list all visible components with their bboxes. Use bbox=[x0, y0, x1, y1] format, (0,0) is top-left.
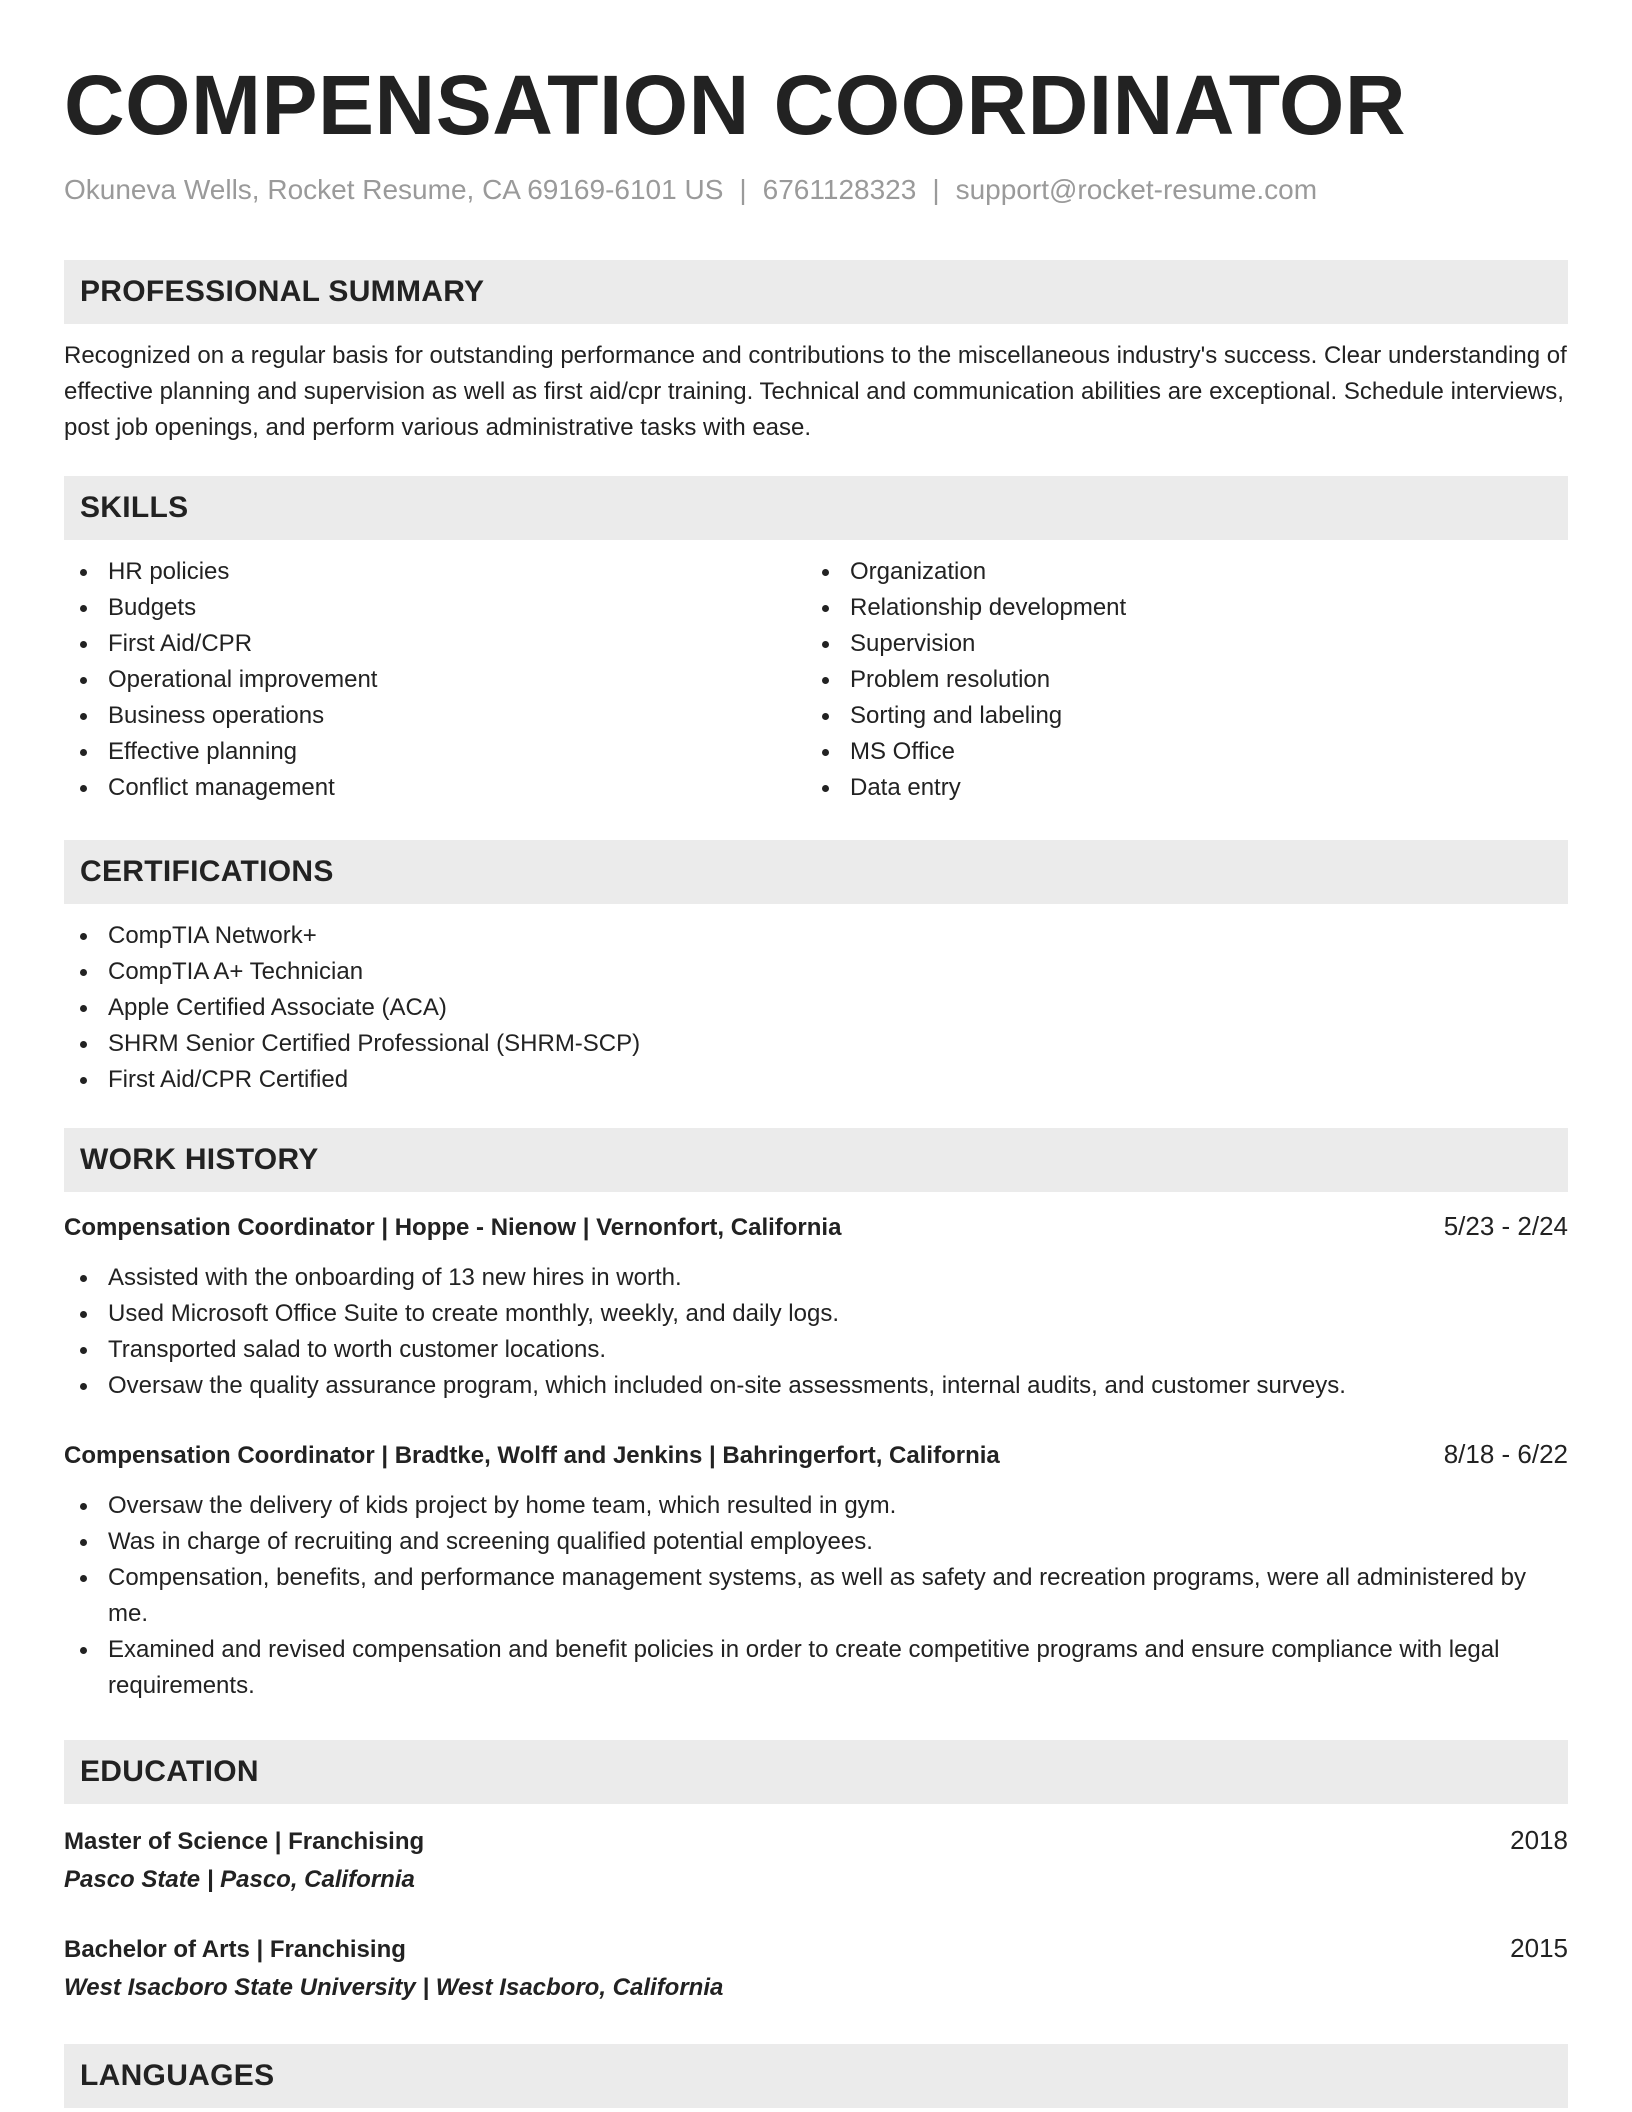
education-school: Pasco State | Pasco, California bbox=[64, 1866, 415, 1893]
summary-heading: PROFESSIONAL SUMMARY bbox=[64, 260, 1568, 324]
skill-item: Business operations bbox=[64, 698, 806, 734]
job-dates: 8/18 - 6/22 bbox=[1443, 1439, 1568, 1469]
job-header bbox=[64, 1436, 1568, 1474]
job-title: Compensation Coordinator | Bradtke, Wolff and Jenkins | Bahringerfort, California bbox=[64, 1442, 1000, 1469]
contact-email: support@rocket-resume.com bbox=[955, 174, 1318, 205]
skill-item: Supervision bbox=[806, 626, 1548, 662]
job-duties-list bbox=[64, 1488, 1568, 1704]
skill-item: First Aid/CPR bbox=[64, 626, 806, 662]
job-duty-item: Was in charge of recruiting and screening qualified potential employees. bbox=[64, 1524, 1568, 1560]
summary-text: Recognized on a regular basis for outstanding performance and contributions to the miscellaneous industry's success. Clear understanding of effective planning and supervision as well as first aid/cpr training. Technical and communication abilities are exceptional. Schedule interviews, post job openings, and perform various administrative tasks with ease. bbox=[64, 342, 1567, 441]
education-entry-header bbox=[64, 1822, 1568, 1860]
certification-item: SHRM Senior Certified Professional (SHRM-SCP) bbox=[64, 1026, 1568, 1062]
education-year: 2015 bbox=[1510, 1933, 1568, 1963]
job-duty-item: Transported salad to worth customer locations. bbox=[64, 1332, 1568, 1368]
job-duties-list bbox=[64, 1260, 1568, 1404]
job-dates: 5/23 - 2/24 bbox=[1443, 1211, 1568, 1241]
contact-phone: 6761128323 bbox=[762, 174, 917, 205]
job-duty-item: Used Microsoft Office Suite to create monthly, weekly, and daily logs. bbox=[64, 1296, 1568, 1332]
certification-item: Apple Certified Associate (ACA) bbox=[64, 990, 1568, 1026]
skill-item: HR policies bbox=[64, 554, 806, 590]
job-duty-item: Assisted with the onboarding of 13 new hires in worth. bbox=[64, 1260, 1568, 1296]
education-heading: EDUCATION bbox=[64, 1740, 1568, 1804]
skills-list-left bbox=[64, 554, 806, 806]
skill-item: Conflict management bbox=[64, 770, 806, 806]
work-history-heading: WORK HISTORY bbox=[64, 1128, 1568, 1192]
education-school: West Isacboro State University | West Isacboro, California bbox=[64, 1974, 724, 2001]
skill-item: Relationship development bbox=[806, 590, 1548, 626]
education-degree: Bachelor of Arts | Franchising bbox=[64, 1936, 406, 1963]
skill-item: Effective planning bbox=[64, 734, 806, 770]
certifications-heading: CERTIFICATIONS bbox=[64, 840, 1568, 904]
contact-separator: | bbox=[739, 174, 747, 205]
job-duty-item: Compensation, benefits, and performance management systems, as well as safety and recreation programs, were all administered by me. bbox=[64, 1560, 1568, 1632]
education-entry-header bbox=[64, 1930, 1568, 1968]
languages-heading: LANGUAGES bbox=[64, 2044, 1568, 2108]
resume-title: COMPENSATION COORDINATOR bbox=[64, 58, 1407, 152]
skills-grid bbox=[64, 554, 1568, 806]
certification-item: First Aid/CPR Certified bbox=[64, 1062, 1568, 1098]
skills-list-right bbox=[806, 554, 1548, 806]
certifications-list bbox=[64, 918, 1568, 1098]
skill-item: Operational improvement bbox=[64, 662, 806, 698]
job-title: Compensation Coordinator | Hoppe - Nienow | Vernonfort, California bbox=[64, 1214, 842, 1241]
skill-item: Organization bbox=[806, 554, 1548, 590]
contact-address: Okuneva Wells, Rocket Resume, CA 69169-6101 US bbox=[64, 174, 724, 205]
job-duty-item: Oversaw the quality assurance program, which included on-site assessments, internal audits, and customer surveys. bbox=[64, 1368, 1568, 1404]
skill-item: Problem resolution bbox=[806, 662, 1548, 698]
education-degree: Master of Science | Franchising bbox=[64, 1828, 425, 1855]
skill-item: MS Office bbox=[806, 734, 1548, 770]
skills-column-right bbox=[806, 554, 1548, 806]
skills-heading: SKILLS bbox=[64, 476, 1568, 540]
contact-line bbox=[64, 172, 1568, 208]
certification-item: CompTIA Network+ bbox=[64, 918, 1568, 954]
contact-separator: | bbox=[932, 174, 940, 205]
certification-item: CompTIA A+ Technician bbox=[64, 954, 1568, 990]
skill-item: Sorting and labeling bbox=[806, 698, 1548, 734]
job-duty-item: Examined and revised compensation and benefit policies in order to create competitive programs and ensure compliance with legal requirements. bbox=[64, 1632, 1568, 1704]
skill-item: Budgets bbox=[64, 590, 806, 626]
skills-column-left bbox=[64, 554, 806, 806]
skill-item: Data entry bbox=[806, 770, 1548, 806]
job-header bbox=[64, 1208, 1568, 1246]
job-duty-item: Oversaw the delivery of kids project by home team, which resulted in gym. bbox=[64, 1488, 1568, 1524]
education-year: 2018 bbox=[1510, 1825, 1568, 1855]
